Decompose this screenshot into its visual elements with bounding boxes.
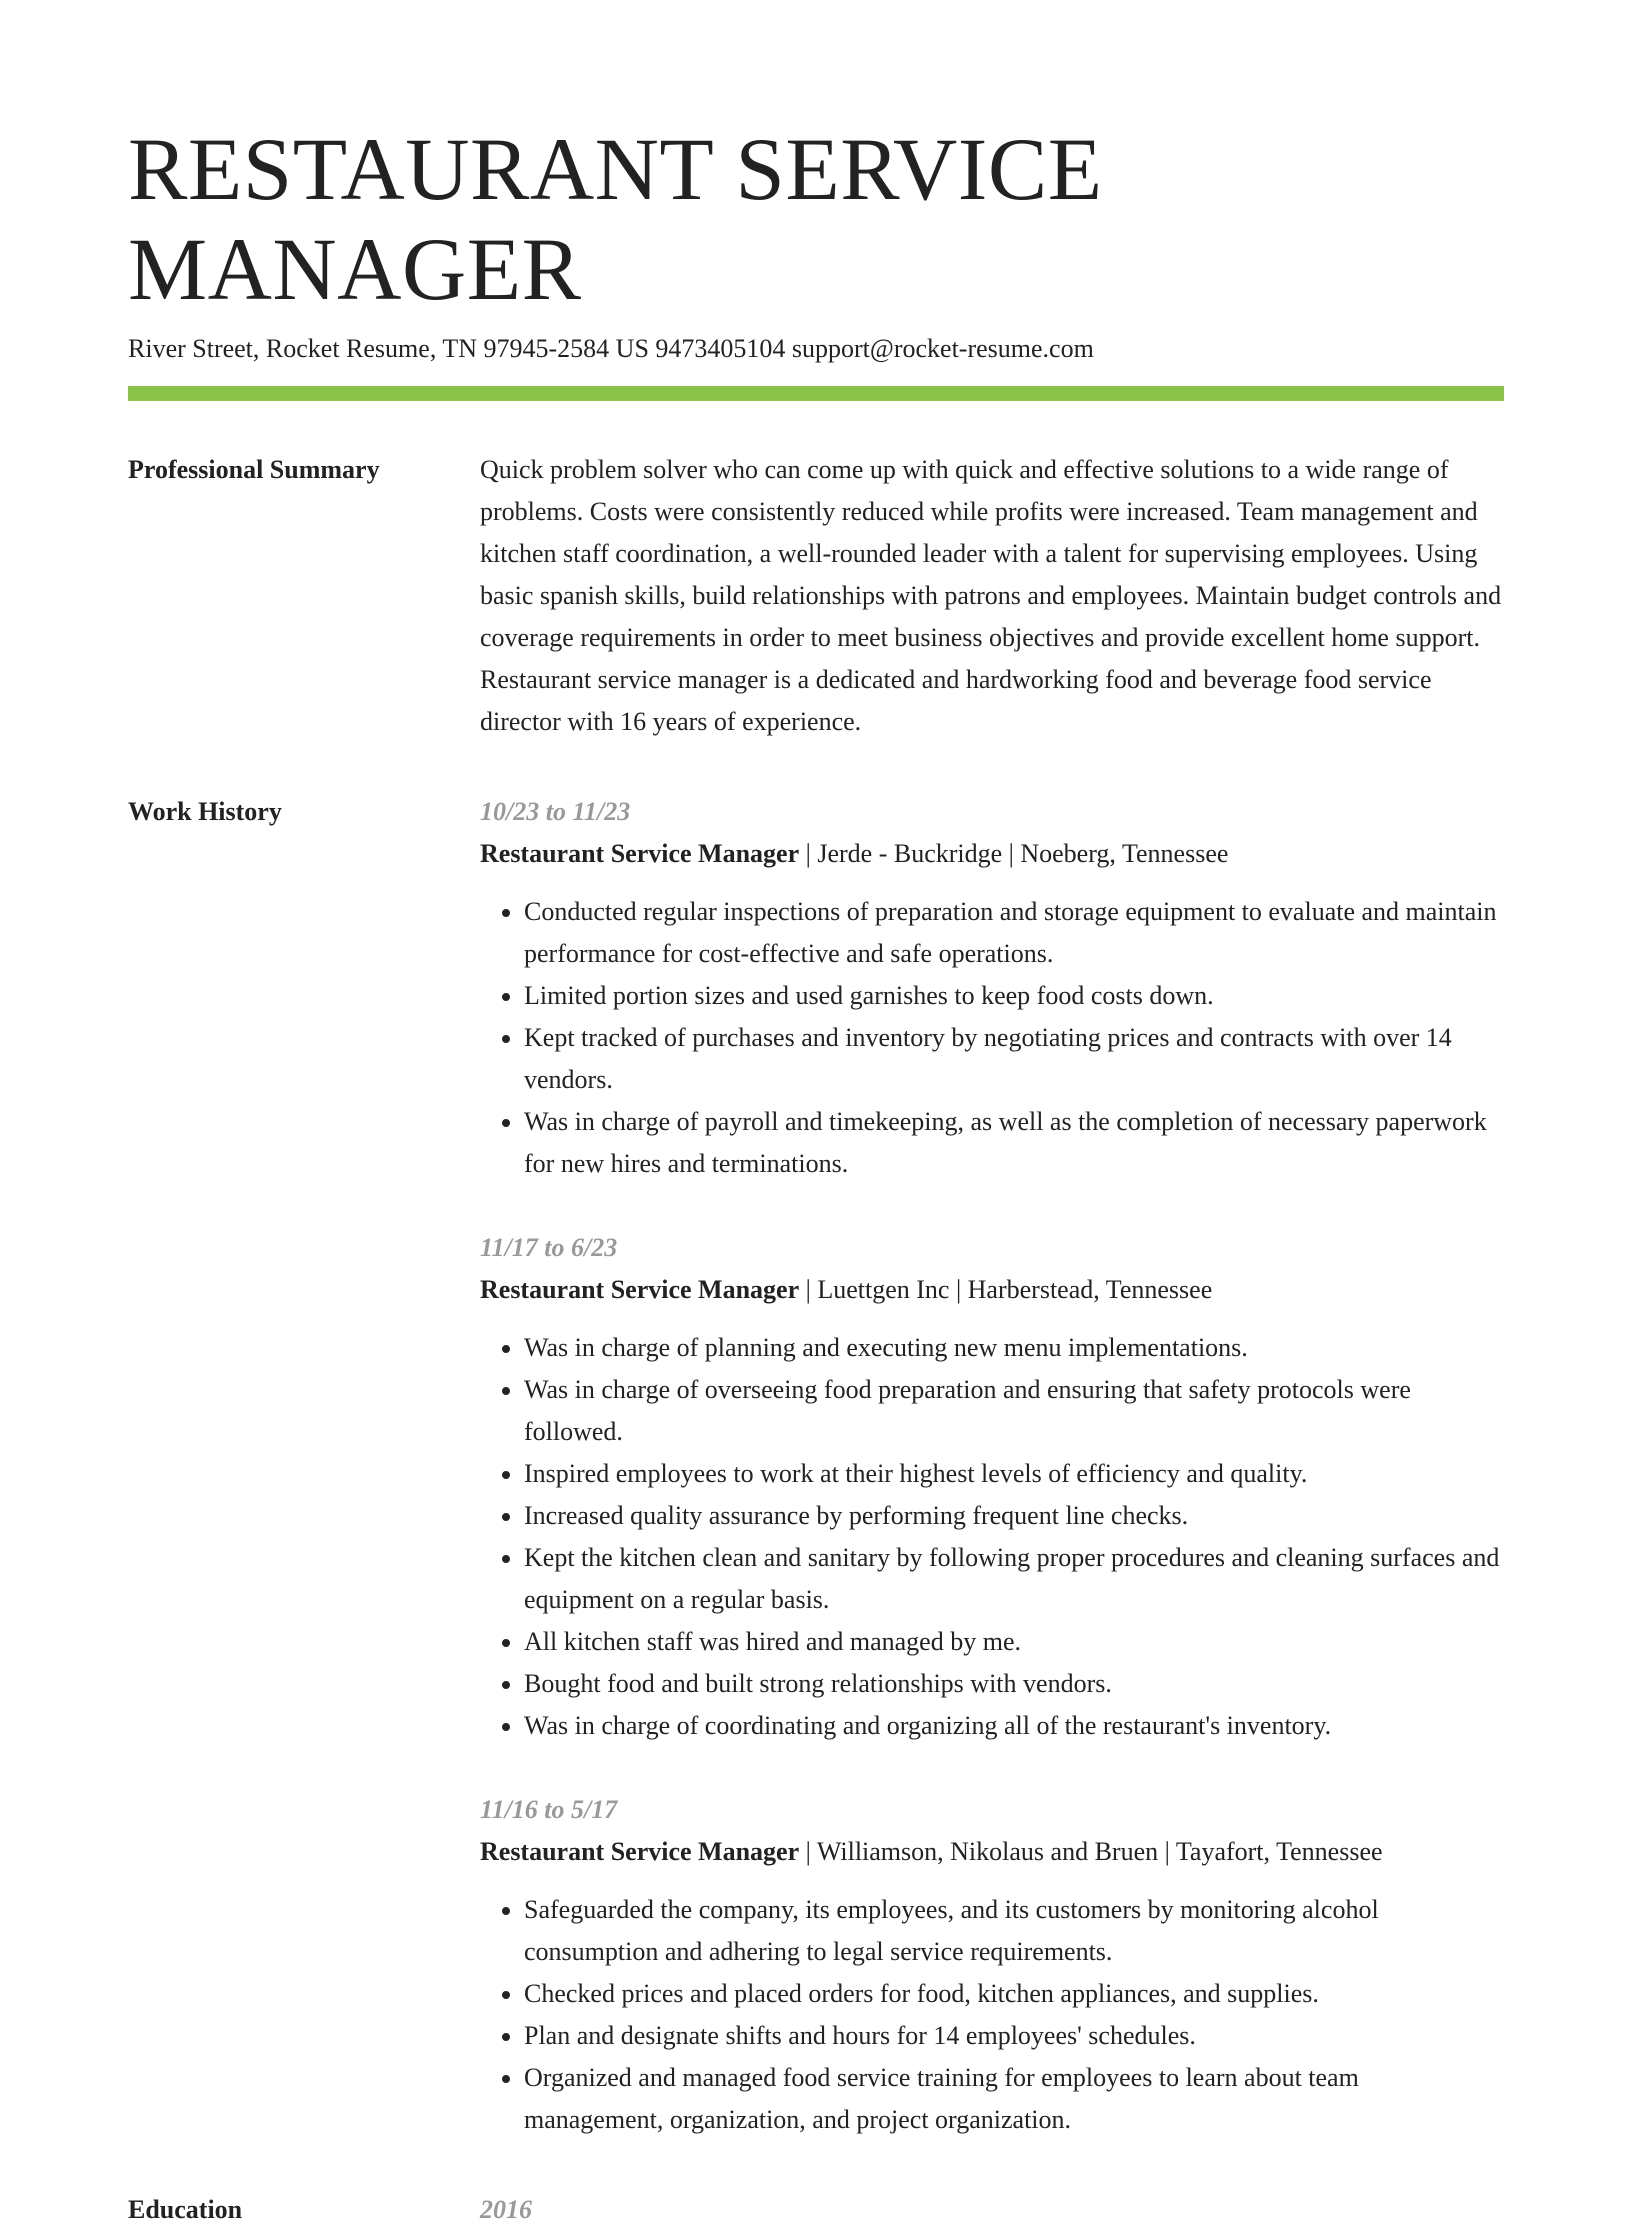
job-heading [480, 1269, 1504, 1311]
education-dates: 2016 [480, 2195, 532, 2224]
job-bullet: • Organized and managed food service training for employees to learn about team management, organization, and project organization. [524, 2057, 1504, 2141]
education-heading: Education [128, 2195, 243, 2224]
job-bullet: • Safeguarded the company, its employees, and its customers by monitoring alcohol consumption and adhering to legal service requirements. [524, 1889, 1504, 1973]
job-entry [480, 1789, 1504, 2141]
job-bullet: • Bought food and built strong relationships with vendors. [524, 1663, 1504, 1705]
contact-info: River Street, Rocket Resume, TN 97945-2584 US 9473405104 support@rocket-resume.com [128, 334, 1094, 363]
job-bullets [480, 891, 1504, 1185]
job-employer-location: | Jerde - Buckridge | Noeberg, Tennessee [799, 839, 1229, 868]
job-entry [480, 1227, 1504, 1747]
job-bullet: • Checked prices and placed orders for food, kitchen appliances, and supplies. [524, 1973, 1504, 2015]
job-bullet: • Was in charge of payroll and timekeeping, as well as the completion of necessary paperwork for new hires and terminations. [524, 1101, 1504, 1185]
job-bullet: • Limited portion sizes and used garnishes to keep food costs down. [524, 975, 1504, 1017]
job-bullets [480, 1327, 1504, 1747]
summary-text: Quick problem solver who can come up with quick and effective solutions to a wide range of problems. Costs were consistently reduced while profits were increased. Team management and kitchen staff coordination, a well-rounded leader with a talent for supervising employees. Using basic spanish skills, build relationships with patrons and employees. Maintain budget controls and coverage requirements in order to meet business objectives and provide excellent home support. Restaurant service manager is a dedicated and hardworking food and beverage food service director with 16 years of experience. [480, 455, 1502, 736]
work-history-section [128, 795, 1504, 2141]
education-section [128, 2193, 1504, 2231]
job-bullets [480, 1889, 1504, 2141]
job-employer-location: | Luettgen Inc | Harberstead, Tennessee [799, 1275, 1213, 1304]
resume-title: RESTAURANT SERVICE MANAGER [128, 121, 1103, 319]
job-dates: 10/23 to 11/23 [480, 797, 631, 826]
job-bullet: • Plan and designate shifts and hours for 14 employees' schedules. [524, 2015, 1504, 2057]
job-heading [480, 1831, 1504, 1873]
job-dates: 11/17 to 6/23 [480, 1233, 618, 1262]
job-bullet: • Conducted regular inspections of preparation and storage equipment to evaluate and maintain performance for cost-effective and safe operations. [524, 891, 1504, 975]
job-title: Restaurant Service Manager [480, 1275, 800, 1304]
job-entry [480, 791, 1504, 1185]
job-bullet: • Was in charge of planning and executing new menu implementations. [524, 1327, 1504, 1369]
work-history-heading: Work History [128, 797, 282, 826]
job-bullet: • Kept the kitchen clean and sanitary by following proper procedures and cleaning surfaces and equipment on a regular basis. [524, 1537, 1504, 1621]
job-bullet: • Inspired employees to work at their highest levels of efficiency and quality. [524, 1453, 1504, 1495]
summary-section [128, 453, 1504, 743]
job-title: Restaurant Service Manager [480, 1837, 800, 1866]
job-bullet: • Was in charge of coordinating and organizing all of the restaurant's inventory. [524, 1705, 1504, 1747]
job-bullet: • Kept tracked of purchases and inventory by negotiating prices and contracts with over 14 vendors. [524, 1017, 1504, 1101]
job-bullet: • Was in charge of overseeing food preparation and ensuring that safety protocols were followed. [524, 1369, 1504, 1453]
accent-divider [128, 386, 1504, 401]
job-employer-location: | Williamson, Nikolaus and Bruen | Tayafort, Tennessee [799, 1837, 1383, 1866]
job-dates: 11/16 to 5/17 [480, 1795, 618, 1824]
resume-page [128, 120, 1504, 2231]
job-bullet: • Increased quality assurance by performing frequent line checks. [524, 1495, 1504, 1537]
job-heading [480, 833, 1504, 875]
summary-heading: Professional Summary [128, 455, 380, 484]
job-title: Restaurant Service Manager [480, 839, 800, 868]
job-bullet: • All kitchen staff was hired and managed by me. [524, 1621, 1504, 1663]
